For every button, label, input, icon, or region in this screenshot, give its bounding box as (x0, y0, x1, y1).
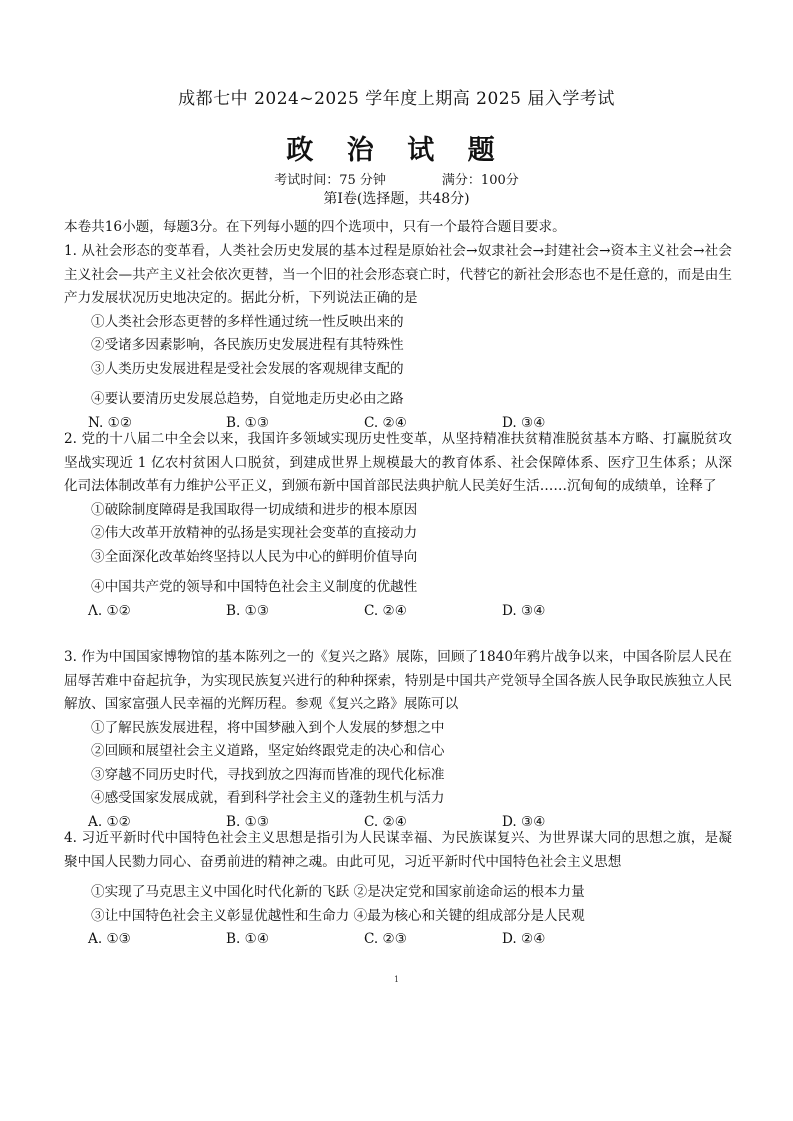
answer-b: B. ①③ (226, 813, 270, 830)
answer-b: B. ①③ (226, 602, 270, 619)
answer-d: D. ③④ (502, 414, 546, 431)
answer-d: D. ③④ (502, 813, 546, 830)
option-4: ④中国共产党的领导和中国特色社会主义制度的优越性 (91, 579, 418, 595)
answer-choices (64, 928, 732, 952)
option-row-1: ①实现了马克思主义中国化时代化新的飞跃 ②是决定党和国家前途命运的根本力量 (91, 884, 585, 900)
answer-c: C. ②③ (364, 931, 407, 947)
option-3: ③全面深化改革始终坚持以人民为中心的鲜明价值导向 (91, 548, 418, 565)
option-1: ①了解民族发展进程，将中国梦融入到个人发展的梦想之中 (91, 719, 445, 736)
question-3 (64, 646, 732, 834)
instructions-text: 本卷共16小题，每题3分。在下列每小题的四个选项中，只有一个最符合题目要求。 (64, 219, 566, 235)
option-2: ②伟大改革开放精神的弘扬是实现社会变革的直接动力 (91, 525, 418, 541)
answer-c: C. ②④ (364, 813, 407, 830)
answer-b: B. ①④ (226, 931, 270, 947)
option-2: ②受诸多因素影响，各民族历史发展进程有其特殊性 (91, 337, 404, 353)
exam-subject-title: 政 治 试 题 (286, 135, 507, 166)
option-1: ①人类社会形态更替的多样性通过统一性反映出来的 (91, 313, 404, 330)
option-3: ③穿越不同历史时代，寻找到放之四海而皆准的现代化标准 (91, 766, 445, 783)
option-1: ①破除制度障碍是我国取得一切成绩和进步的根本原因 (91, 501, 418, 518)
section-title: 第Ⅰ卷(选择题，共48分) (323, 191, 470, 207)
option-4: ④要认要清历史发展总趋势，自觉地走历史必由之路 (91, 391, 404, 407)
answer-a: Λ. ①② (88, 602, 131, 619)
option-4: ④感受国家发展成就，看到科学社会主义的蓬勃生机与活力 (91, 790, 445, 806)
answer-c: C. ②④ (364, 602, 407, 619)
answer-a: N. ①② (88, 414, 133, 431)
option-2: ②回顾和展望社会主义道路，坚定始终跟党走的决心和信心 (91, 743, 445, 759)
question-stem: 1. 从社会形态的变革看，人类社会历史发展的基本过程是原始社会→奴隶社会→封建社会→资本主义社会→社会主义社会—共产主义社会依次更替，当一个旧的社会形态衰亡时，代替它的新社会形态也不是任意的，而是由生产力发展状况历史地决定的。据此分析，下列说法正确的是 (64, 243, 732, 306)
question-stem: 4. 习近平新时代中国特色社会主义思想是指引为人民谋幸福、为民族谋复兴、为世界谋大同的思想之旗，是凝聚中国人民勠力同心、奋勇前进的精神之魂。由此可见，习近平新时代中国特色社会主义思想 (64, 830, 732, 870)
question-1 (64, 240, 732, 435)
answer-d: D. ③④ (502, 602, 546, 619)
instructions (64, 216, 732, 240)
answer-a: A. ①③ (88, 931, 131, 947)
exam-time: 考试时间：75 分钟 (274, 173, 386, 188)
option-3: ③人类历史发展进程是受社会发展的客观规律支配的 (91, 360, 404, 377)
answer-c: C. ②④ (364, 414, 407, 431)
answer-choices (64, 600, 732, 624)
exam-full-score: 满分：100分 (441, 173, 519, 188)
exam-meta (0, 169, 793, 188)
school-exam-title: 成都七中 2024~2025 学年度上期高 2025 届入学考试 (178, 89, 615, 109)
answer-a: A. ①② (88, 813, 131, 830)
page-number: 1 (393, 975, 400, 984)
question-2 (64, 428, 732, 623)
answer-b: B. ①③ (226, 414, 270, 431)
question-stem: 2. 党的十八届二中全会以来，我国许多领域实现历史性变革，从坚持精准扶贫精准脱贫基本方略、打赢脱贫攻坚战实现近 1 亿农村贫困人口脱贫，到建成世界上规模最大的教育体系、社会保障体系、医疗卫生体系；从深化司法体制改革有力维护公平正义，到颁布新中国首部民法典护航人民美好生活……沉甸甸的成绩单，诠释了 (64, 431, 732, 494)
question-stem: 3. 作为中国国家博物馆的基本陈列之一的《复兴之路》展陈，回顾了1840年鸦片战争以来，中国各阶层人民在屈辱苦难中奋起抗争，为实现民族复兴进行的种种探索，特别是中国共产党领导全国各族人民争取民族独立人民解放、国家富强人民幸福的光辉历程。参观《复兴之路》展陈可以 (64, 649, 732, 712)
question-4 (64, 827, 732, 952)
option-row-2: ③让中国特色社会主义彰显优越性和生命力 ④最为核心和关键的组成部分是人民观 (91, 907, 585, 924)
answer-d: D. ②④ (502, 931, 546, 947)
